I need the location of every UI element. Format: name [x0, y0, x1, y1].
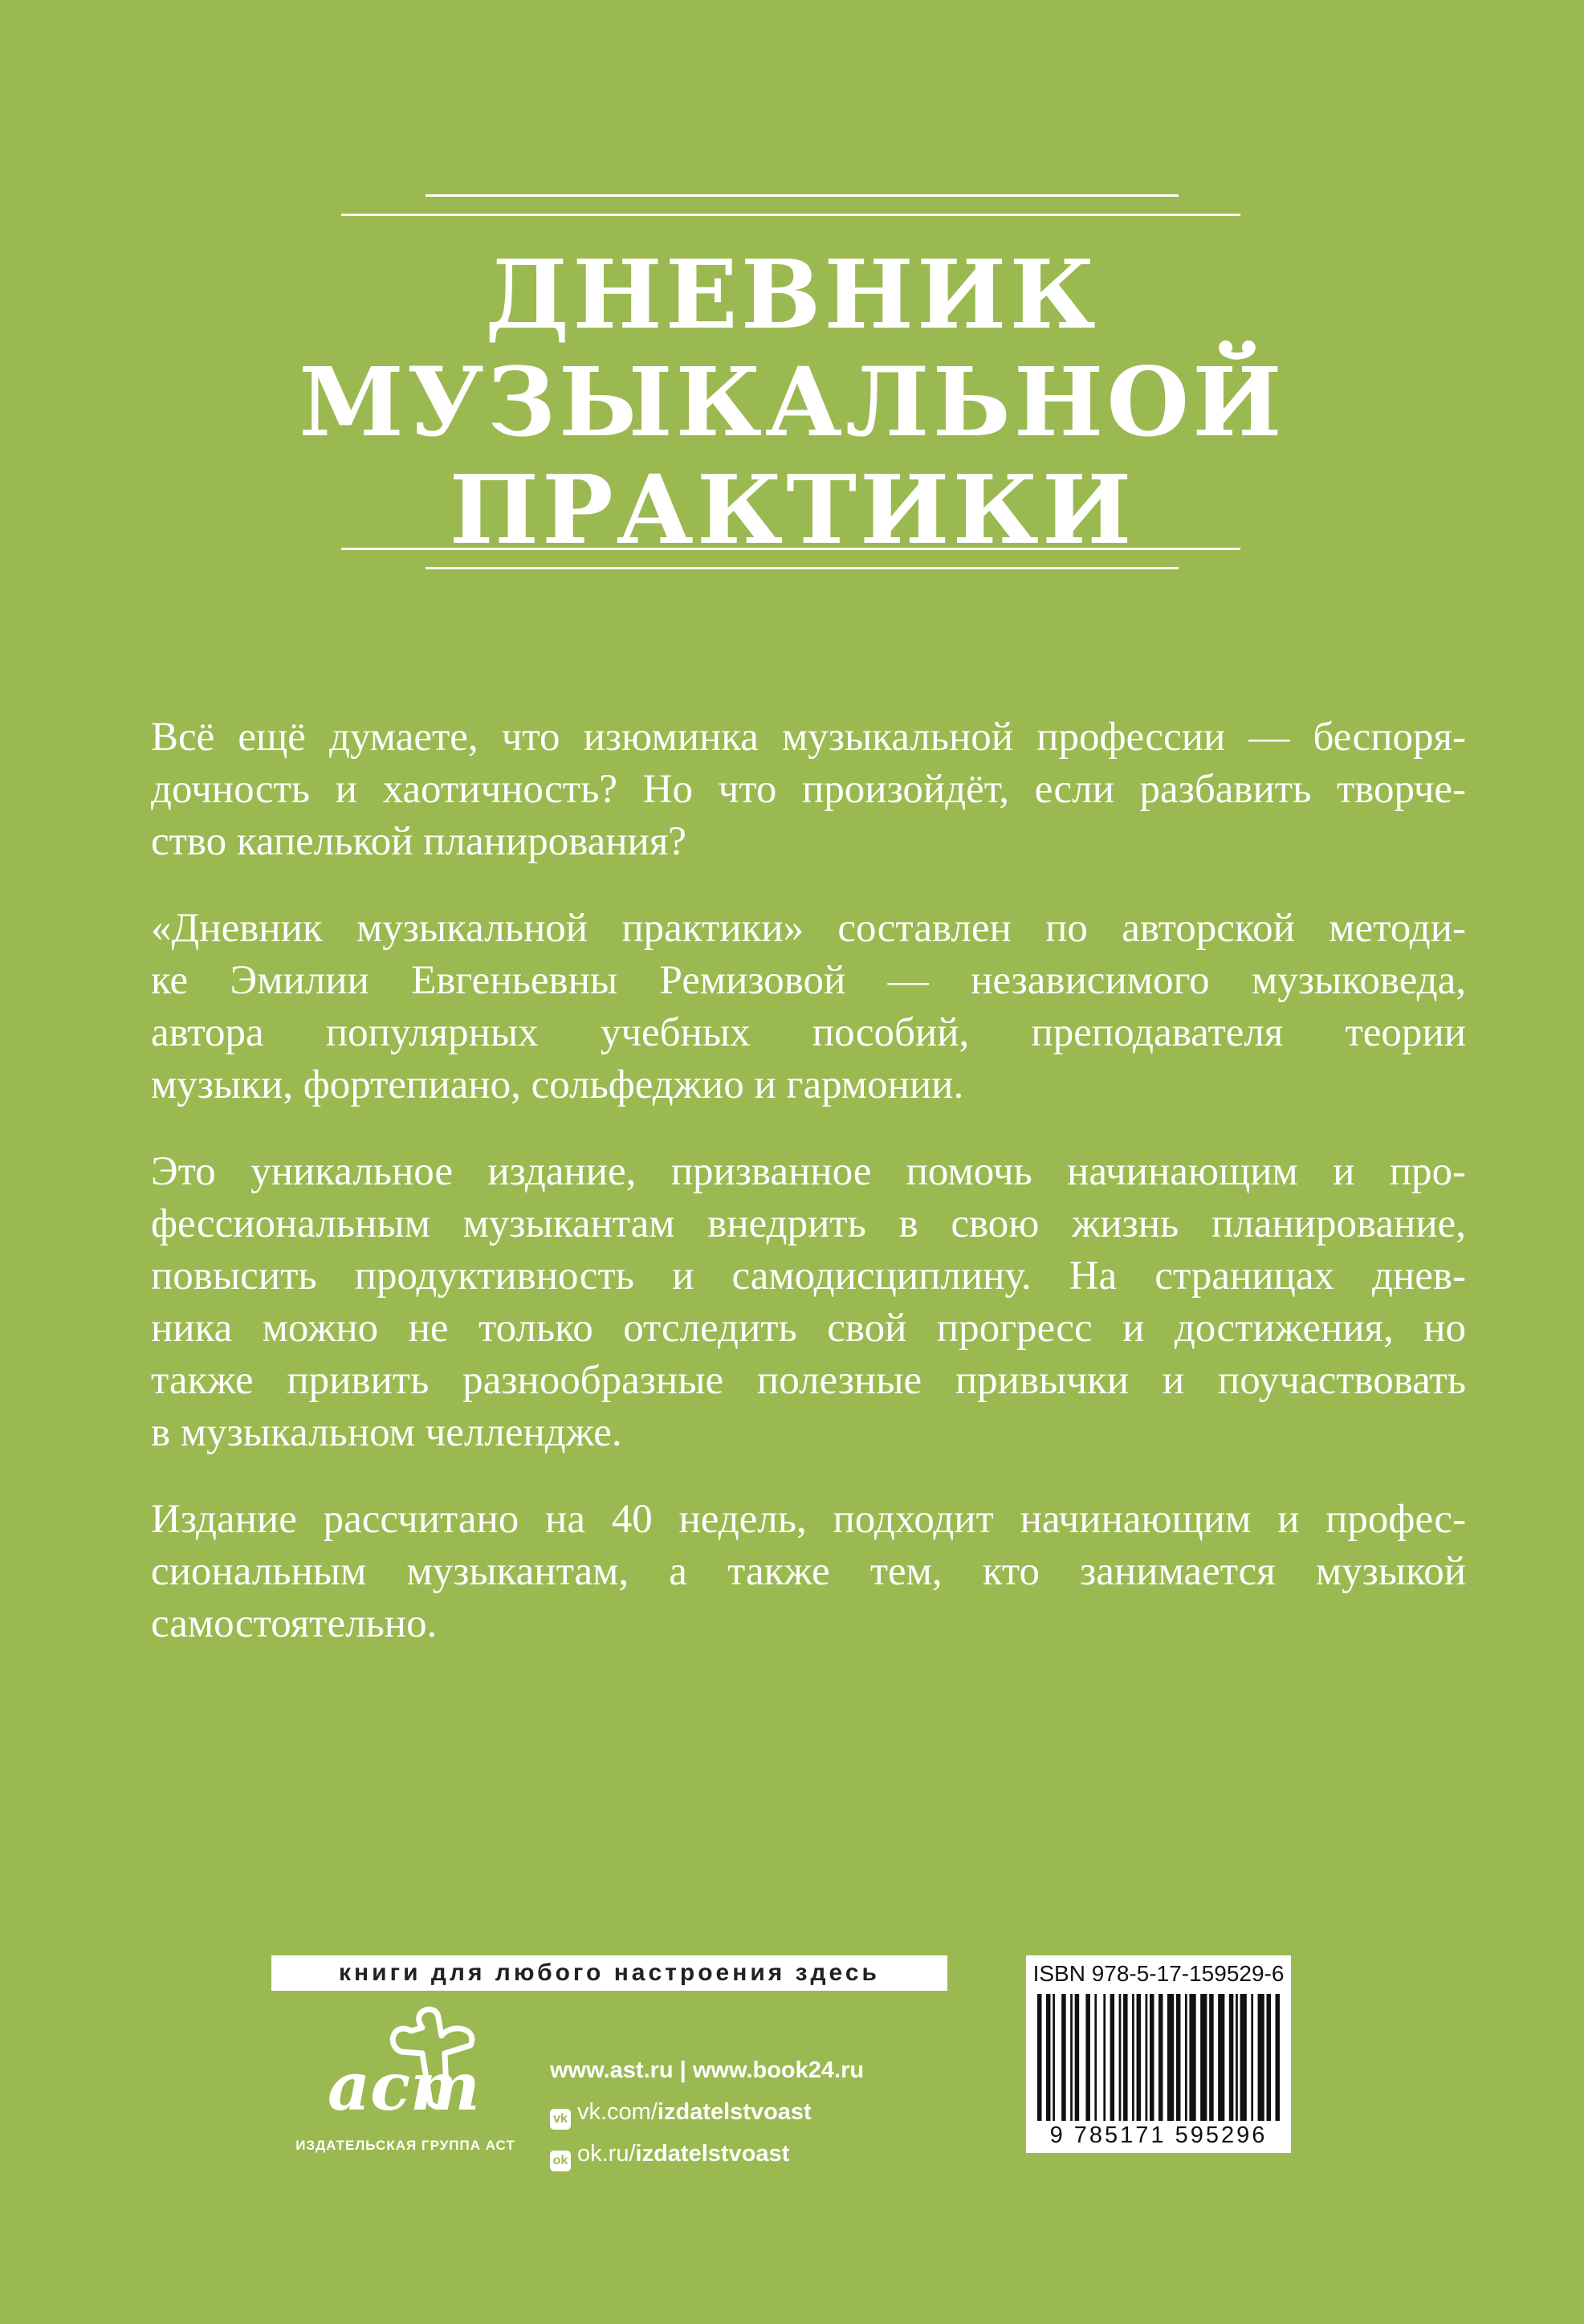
barcode-bar	[1132, 1994, 1134, 2121]
ok-link[interactable]	[550, 2133, 864, 2175]
barcode-bar	[1037, 1994, 1041, 2121]
isbn-barcode-box	[1026, 1955, 1291, 2153]
text-line: ника можно не только отследить свой прогресс и достижения, но	[151, 1306, 1466, 1351]
text-line: ство капелькой планирования?	[151, 819, 686, 864]
text-line: Всё ещё думаете, что изюминка музыкальной профессии — беспоря-	[151, 715, 1466, 760]
barcode-bar	[1276, 1994, 1280, 2121]
barcode-bar	[1218, 1994, 1224, 2121]
barcode-bar	[1146, 1994, 1148, 2121]
barcode-bar	[1150, 1994, 1154, 2121]
barcode-bar	[1061, 1994, 1065, 2121]
barcode-bar	[1185, 1994, 1187, 2121]
barcode-bar	[1267, 1994, 1271, 2121]
text-line: Издание рассчитано на 40 недель, подходит начинающим и профес-	[151, 1497, 1466, 1542]
title-top-rule-long	[341, 214, 1240, 216]
description	[151, 711, 1466, 1685]
barcode-bar	[1158, 1994, 1163, 2121]
barcode-bar	[1189, 1994, 1195, 2121]
ok-icon: ok	[550, 2151, 571, 2171]
text-line: повысить продуктивность и самодисциплину. На страницах днев-	[151, 1254, 1466, 1299]
title-top-rule-short	[426, 194, 1179, 197]
vk-icon: vk	[550, 2109, 571, 2130]
ok-prefix: ok.ru/	[577, 2141, 636, 2167]
text-line: также привить разнообразные полезные привычки и поучаствовать	[151, 1358, 1466, 1403]
barcode-bar	[1070, 1994, 1073, 2121]
barcode-bar	[1119, 1994, 1122, 2121]
slogan: книги для любого настроения здесь	[339, 1959, 880, 1986]
text-line: фессиональным музыкантам внедрить в свою жизнь планирование,	[151, 1201, 1466, 1246]
vk-handle: izdatelstvoast	[657, 2099, 812, 2125]
barcode-bar	[1200, 1994, 1207, 2121]
barcode-bar	[1209, 1994, 1213, 2121]
barcode-bar	[1094, 1994, 1097, 2121]
text-line: дочность и хаотичность? Но что произойдёт, если разбавить творче-	[151, 767, 1466, 812]
ok-handle: izdatelstvoast	[635, 2141, 790, 2167]
barcode-bar	[1229, 1994, 1233, 2121]
barcode-bar	[1236, 1994, 1238, 2121]
title-line-3: ПРАКТИКИ	[449, 454, 1135, 565]
paragraph-4	[151, 1494, 1466, 1650]
vk-link[interactable]	[550, 2091, 864, 2133]
paragraph-1	[151, 711, 1466, 868]
barcode-bar	[1110, 1994, 1114, 2121]
barcode-bar	[1046, 1994, 1050, 2121]
text-line: самостоятельно.	[151, 1601, 438, 1646]
publisher-links	[550, 2049, 864, 2175]
title-bottom-rule-short	[426, 567, 1179, 569]
barcode-bar	[1085, 1994, 1089, 2121]
barcode-bar	[1137, 1994, 1141, 2121]
isbn-digits: 9 785171 595296	[1049, 2122, 1268, 2148]
barcode-bar	[1075, 1994, 1079, 2121]
text-line: музыки, фортепиано, сольфеджио и гармонии.	[151, 1062, 964, 1107]
text-line: автора популярных учебных пособий, преподавателя теории	[151, 1010, 1466, 1055]
barcode-bar	[1258, 1994, 1264, 2121]
paragraph-2	[151, 903, 1466, 1111]
logo-caption: ИЗДАТЕЛЬСКАЯ ГРУППА АСТ	[295, 2138, 515, 2153]
isbn-label: ISBN 978-5-17-159529-6	[1032, 1961, 1285, 1986]
text-line: ке Эмилии Евгеньевны Ремизовой — независимого музыковеда,	[151, 958, 1466, 1003]
barcode	[1037, 1994, 1280, 2121]
text-line: «Дневник музыкальной практики» составлен по авторской методи-	[151, 906, 1466, 951]
logo-wordmark: аст	[328, 2049, 480, 2126]
paragraph-3	[151, 1146, 1466, 1459]
barcode-bar	[1251, 1994, 1253, 2121]
website-links[interactable]: www.ast.ru | www.book24.ru	[550, 2057, 865, 2083]
title-line-1: ДНЕВНИК	[485, 239, 1099, 350]
book-title	[0, 241, 1584, 564]
text-line: сиональным музыкантам, а также тем, кто занимается музыкой	[151, 1549, 1466, 1594]
barcode-bar	[1176, 1994, 1180, 2121]
barcode-bar	[1240, 1994, 1247, 2121]
barcode-bar	[1167, 1994, 1174, 2121]
vk-prefix: vk.com/	[577, 2099, 658, 2125]
barcode-bar	[1103, 1994, 1106, 2121]
publisher-logo	[281, 2004, 522, 2188]
text-line: в музыкальном челлендже.	[151, 1410, 622, 1455]
barcode-bar	[1053, 1994, 1055, 2121]
title-line-2: МУЗЫКАЛЬНОЙ	[299, 346, 1285, 458]
text-line: Это уникальное издание, призванное помочь начинающим и про-	[151, 1149, 1466, 1194]
barcode-bar	[1123, 1994, 1127, 2121]
